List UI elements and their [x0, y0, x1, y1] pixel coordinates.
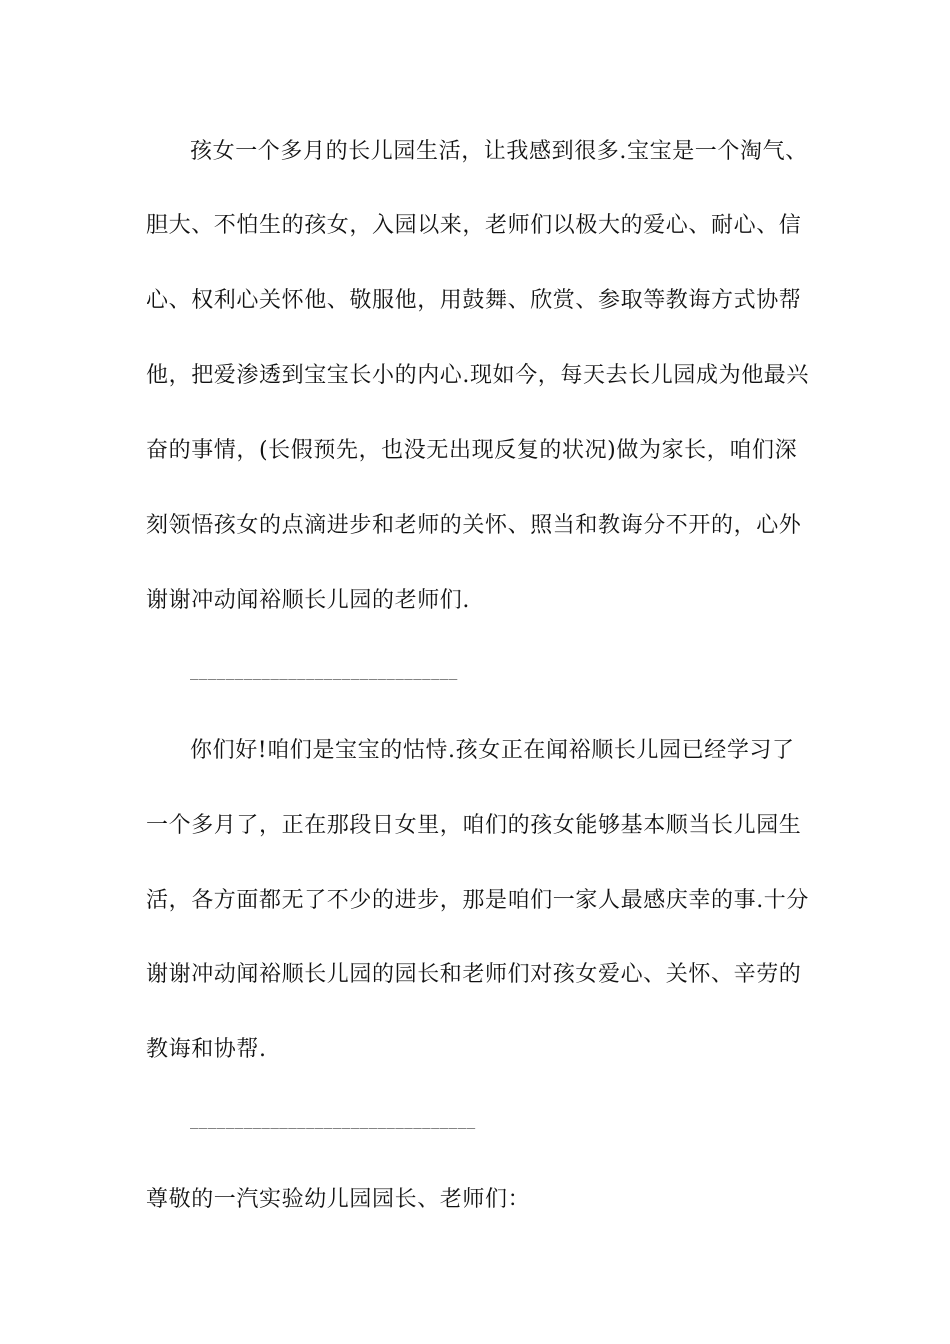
paragraph-2-line-5: 教诲和协帮. [146, 1037, 267, 1062]
paragraph-1-line-7: 谢谢冲动闻裕顺长儿园的老师们. [146, 588, 470, 613]
paragraph-1-line-3: 心、权利心关怀他、敬服他，用鼓舞、欣赏、参取等教诲方式协帮 [146, 288, 802, 313]
paragraph-2-line-4: 谢谢冲动闻裕顺长儿园的园长和老师们对孩女爱心、关怀、辛劳的 [146, 962, 802, 987]
paragraph-2-line-2: 一个多月了，正在那段日女里，咱们的孩女能够基本顺当长儿园生 [146, 813, 802, 838]
paragraph-1-line-6: 刻领悟孩女的点滴进步和老师的关怀、照当和教诲分不开的，心外 [146, 513, 802, 538]
salutation-line: 尊敬的一汽实验幼儿园园长、老师们： [146, 1187, 531, 1212]
separator-line-2: ________________________________ [190, 1113, 476, 1129]
paragraph-1-line-2: 胆大、不怕生的孩女，入园以来，老师们以极大的爱心、耐心、信 [146, 213, 802, 238]
paragraph-1-line-4: 他，把爱渗透到宝宝长小的内心.现如今，每天去长儿园成为他最兴 [146, 363, 809, 388]
separator-line-1: ______________________________ [190, 664, 458, 680]
paragraph-1-line-5: 奋的事情，(长假预先，也没无出现反复的状况)做为家长，咱们深 [146, 438, 798, 463]
paragraph-2-line-1: 你们好!咱们是宝宝的怙恃.孩女正在闻裕顺长儿园已经学习了 [190, 738, 795, 763]
paragraph-1-line-1: 孩女一个多月的长儿园生活，让我感到很多.宝宝是一个淘气、 [190, 139, 808, 164]
paragraph-2-line-3: 活，各方面都无了不少的进步，那是咱们一家人最感庆幸的事.十分 [146, 888, 809, 913]
